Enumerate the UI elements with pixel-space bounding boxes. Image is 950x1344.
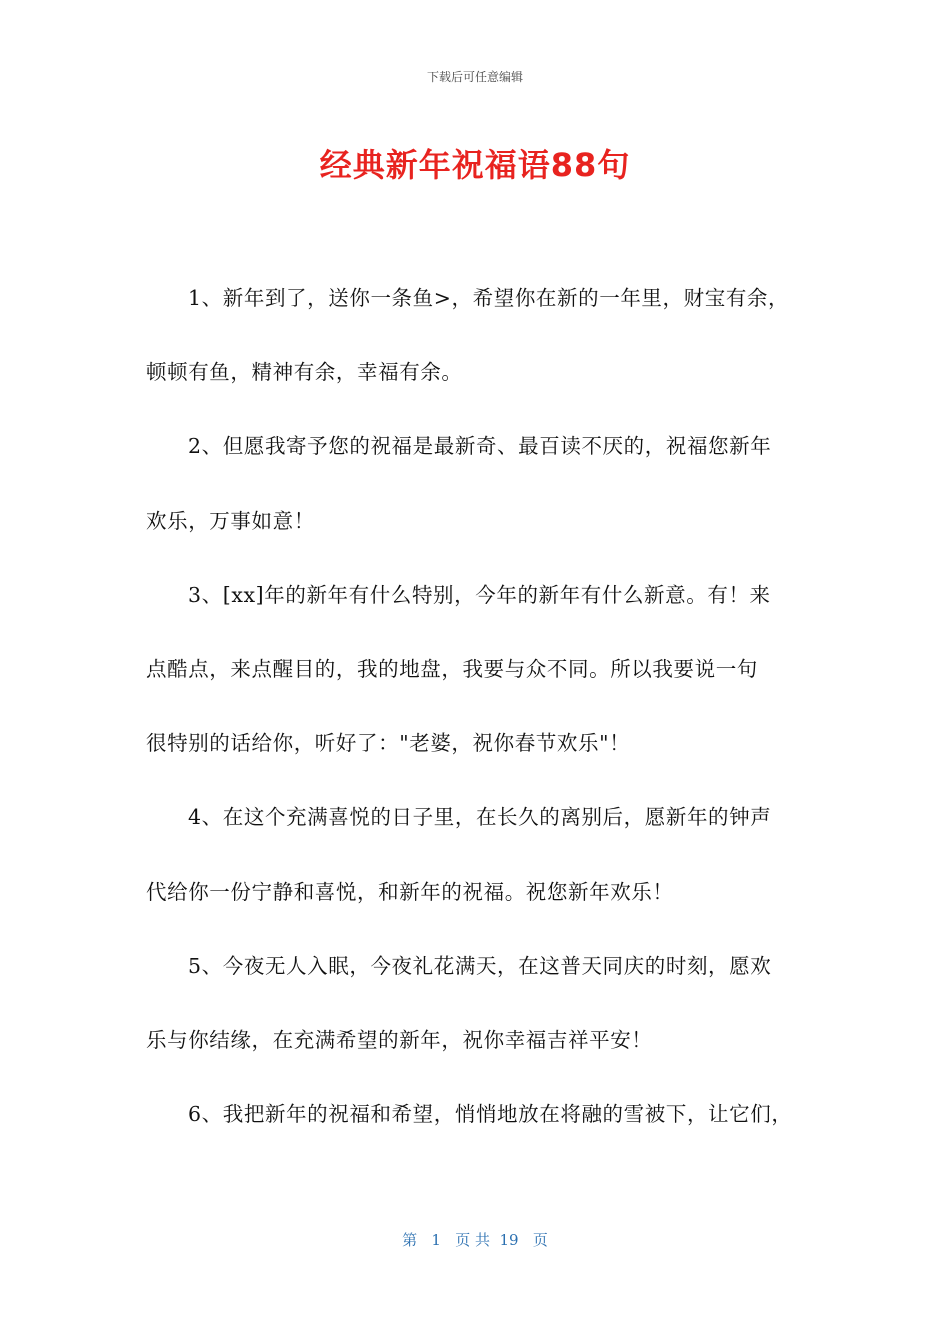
paragraph-line-5: 3、[xx]年的新年有什么特别，今年的新年有什么新意。有！来 (188, 582, 771, 607)
download-note: 下载后可任意编辑 (426, 70, 523, 84)
paragraph-line-12: 6、我把新年的祝福和希望，悄悄地放在将融的雪被下，让它们， (188, 1102, 793, 1127)
paragraph-line-9: 代给你一份宁静和喜悦，和新年的祝福。祝您新年欢乐！ (146, 879, 674, 904)
paragraph-line-6: 点酷点，来点醒目的，我的地盘，我要与众不同。所以我要说一句 (146, 656, 758, 681)
page-number-footer: 第 1 页 共 19 页 (402, 1231, 548, 1249)
paragraph-line-8: 4、在这个充满喜悦的日子里，在长久的离别后，愿新年的钟声 (188, 805, 772, 830)
paragraph-line-7: 很特别的话给你，听好了："老婆，祝你春节欢乐"！ (146, 731, 631, 756)
paragraph-line-10: 5、今夜无人入眠，今夜礼花满天，在这普天同庆的时刻，愿欢 (188, 953, 772, 978)
paragraph-line-1: 1、新年到了，送你一条鱼>，希望你在新的一年里，财宝有余， (188, 286, 790, 310)
paragraph-line-11: 乐与你结缘，在充满希望的新年，祝你幸福吉祥平安！ (146, 1027, 653, 1052)
document-body (146, 276, 811, 1166)
paragraph-line-3: 2、但愿我寄予您的祝福是最新奇、最百读不厌的，祝福您新年 (188, 434, 772, 459)
page-title: 经典新年祝福语88句 (319, 146, 631, 184)
paragraph-line-4: 欢乐，万事如意！ (146, 508, 315, 533)
paragraph-line-2: 顿顿有鱼，精神有余，幸福有余。 (146, 360, 463, 385)
